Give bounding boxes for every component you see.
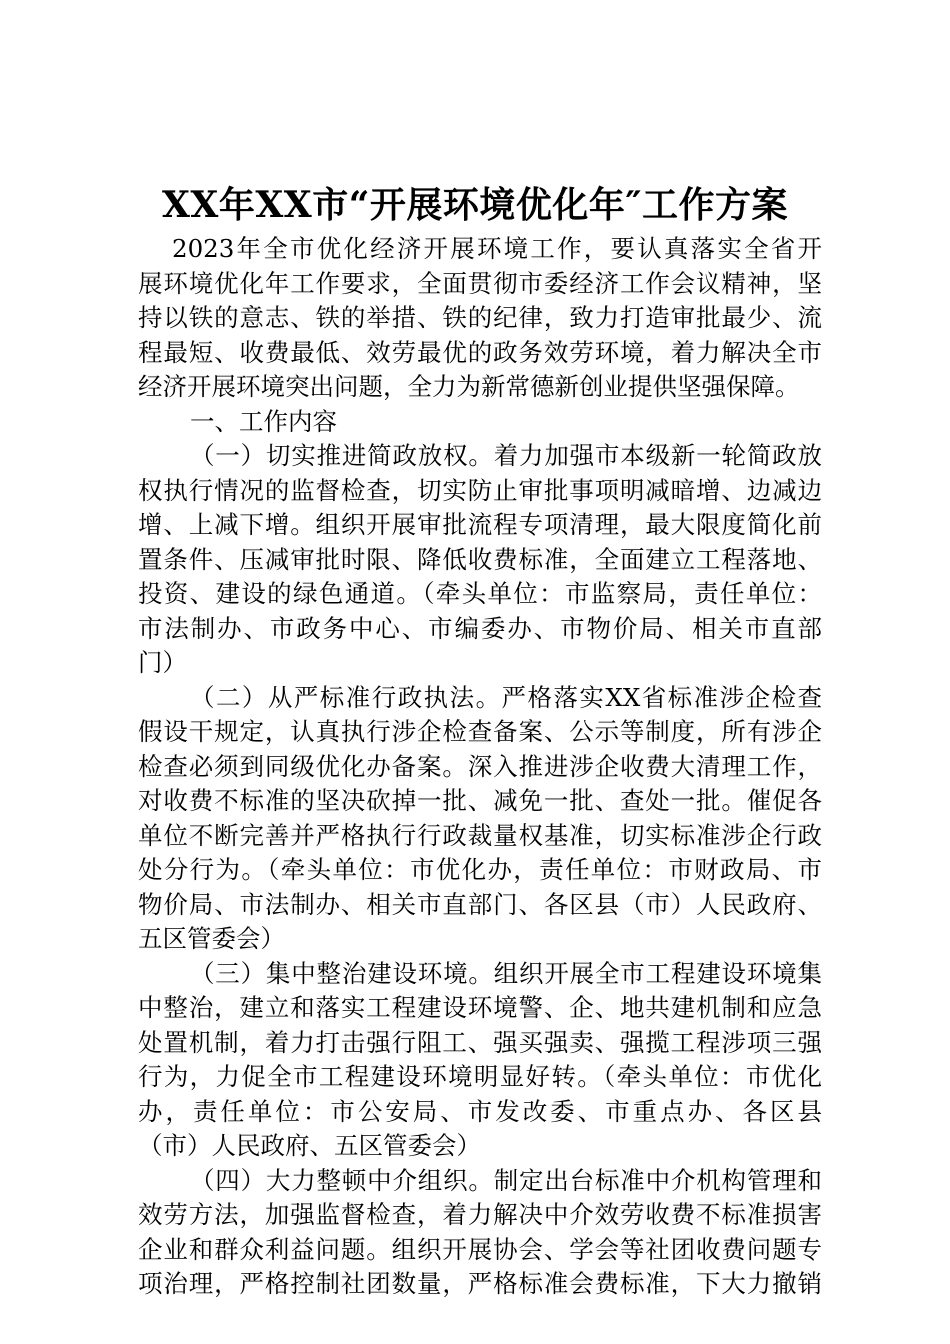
text-line: 权执行情况的监督检查，切实防止审批事项明减暗增、边减边 [138, 475, 822, 505]
paragraph-intro [138, 232, 822, 405]
text-line: 企业和群众利益问题。组织开展协会、学会等社团收费问题专 [138, 1234, 822, 1264]
text-line: 市法制办、市政务中心、市编委办、市物价局、相关市直部 [138, 613, 822, 643]
text-line: 效劳方法，加强监督检查，着力解决中介效劳收费不标准损害 [138, 1200, 822, 1229]
text-line: 中整治，建立和落实工程建设环境警、企、地共建机制和应急 [138, 993, 822, 1022]
text-line: 持以铁的意志、铁的举措、铁的纪律，致力打造审批最少、流 [138, 303, 822, 332]
paragraph-item-4 [138, 1164, 822, 1302]
document-title: XX年XX市“开展环境优化年″工作方案 [161, 184, 789, 226]
text-line: 处置机制，着力打击强行阻工、强买强卖、强揽工程涉项三强 [138, 1027, 822, 1057]
text-line: （二）从严标准行政执法。严格落实XX省标准涉企检查 [190, 682, 822, 712]
text-line: 投资、建设的绿色通道。（牵头单位：市监察局，责任单位： [138, 579, 822, 608]
text-line: 假设干规定，认真执行涉企检查备案、公示等制度，所有涉企 [138, 717, 822, 746]
text-line: 单位不断完善并严格执行行政裁量权基准，切实标准涉企行政 [138, 820, 822, 850]
text-line: 一、工作内容 [190, 406, 337, 436]
text-line: 2023年全市优化经济开展环境工作，要认真落实全省开 [172, 234, 822, 263]
text-line: 程最短、收费最低、效劳最优的政务效劳环境，着力解决全市 [138, 337, 822, 367]
text-line: 增、上减下增。组织开展审批流程专项清理，最大限度简化前 [138, 510, 822, 539]
text-line: （三）集中整治建设环境。组织开展全市工程建设环境集 [190, 958, 822, 988]
text-line: （四）大力整顿中介组织。制定出台标准中介机构管理和 [190, 1165, 822, 1195]
text-line: 处分行为。（牵头单位：市优化办，责任单位：市财政局、市 [138, 855, 822, 884]
document-body [138, 232, 822, 1302]
text-line: 检查必须到同级优化办备案。深入推进涉企收费大清理工作， [138, 751, 822, 781]
paragraph-item-2 [138, 681, 822, 957]
text-line: 项治理，严格控制社团数量，严格标准会费标准，下大力撤销 [138, 1269, 822, 1298]
text-line: （市）人民政府、五区管委会） [138, 1131, 481, 1160]
paragraph-item-1 [138, 439, 822, 681]
text-line: 行为，力促全市工程建设环境明显好转。（牵头单位：市优化 [138, 1062, 822, 1091]
paragraph-item-3 [138, 957, 822, 1164]
text-line: 对收费不标准的坚决砍掉一批、减免一批、查处一批。催促各 [138, 786, 822, 815]
text-line: 置条件、压减审批时限、降低收费标准，全面建立工程落地、 [138, 544, 822, 574]
text-line: 展环境优化年工作要求，全面贯彻市委经济工作会议精神，坚 [138, 268, 822, 298]
text-line: 经济开展环境突出问题，全力为新常德新创业提供坚强保障。 [138, 372, 800, 401]
text-line: 门） [138, 648, 187, 677]
section-heading [138, 405, 822, 440]
text-line: 办，责任单位：市公安局、市发改委、市重点办、各区县 [138, 1096, 822, 1126]
text-line: 物价局、市法制办、相关市直部门、各区县（市）人民政府、 [138, 889, 822, 919]
text-line: （一）切实推进简政放权。着力加强市本级新一轮简政放 [190, 441, 822, 470]
text-line: 五区管委会） [138, 924, 285, 953]
